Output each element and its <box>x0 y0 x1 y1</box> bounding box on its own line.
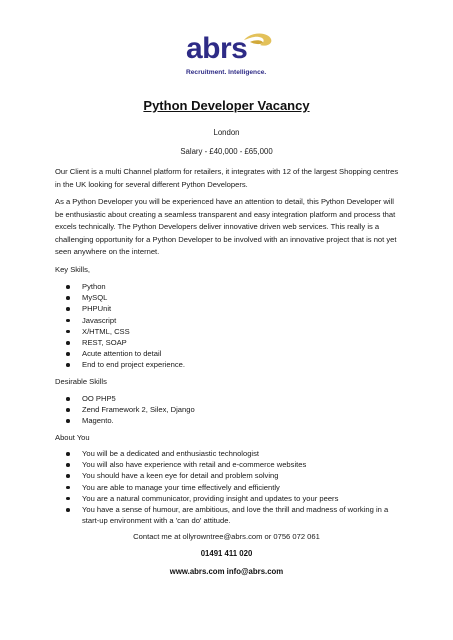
about-you-heading: About You <box>55 433 90 442</box>
list-item: REST, SOAP <box>55 337 400 348</box>
contact-phone: 01491 411 020 <box>200 549 253 558</box>
page-title: Python Developer Vacancy <box>143 98 310 113</box>
list-item: You have a sense of humour, are ambitious, and love the thrill and madness of working in a start-up environment with a 'can do' attitude. <box>55 504 400 526</box>
list-item: Zend Framework 2, Silex, Django <box>55 404 400 415</box>
list-item: MySQL <box>55 292 400 303</box>
job-salary: Salary - £40,000 - £65,000 <box>180 147 273 156</box>
logo-wordmark: abrs <box>186 32 248 65</box>
list-item: Javascript <box>55 315 400 326</box>
intro-paragraph: Our Client is a multi Channel platform for retailers, it integrates with 12 of the largest Shopping centres in the UK looking for several different Python Developers. <box>55 167 399 189</box>
list-item: You are able to manage your time effectively and efficiently <box>55 482 400 493</box>
description-paragraph: As a Python Developer you will be experienced have an attention to detail, this Python Developer will be enthusiastic about creating a seamless transparent and easy integration platform and process that excels technically. The Python Developers deliver innovative driven web services. This really is a challenging opportunity for a Python Developer to be involved with an innovative project that is not yet seen anywhere on the internet. <box>55 197 397 257</box>
list-item: End to end project experience. <box>55 359 400 370</box>
list-item: X/HTML, CSS <box>55 326 400 337</box>
contact-line: Contact me at ollyrowntree@abrs.com or 0756 072 061 <box>133 532 320 541</box>
contact-web: www.abrs.com info@abrs.com <box>169 567 284 576</box>
logo-tagline: Recruitment. Intelligence. <box>186 69 267 76</box>
key-skills-list <box>55 281 400 371</box>
list-item: Python <box>55 281 400 292</box>
job-location: London <box>213 128 240 137</box>
list-item: Magento. <box>55 415 400 426</box>
list-item: OO PHP5 <box>55 393 400 404</box>
list-item: PHPUnit <box>55 303 400 314</box>
about-you-list <box>55 448 400 526</box>
list-item: You should have a keen eye for detail and problem solving <box>55 470 400 481</box>
list-item: You will also have experience with retail and e-commerce websites <box>55 459 400 470</box>
desirable-skills-heading: Desirable Skills <box>55 377 107 386</box>
list-item: You are a natural communicator, providing insight and updates to your peers <box>55 493 400 504</box>
key-skills-heading: Key Skills, <box>55 265 91 274</box>
abrs-logo <box>186 30 276 80</box>
list-item: Acute attention to detail <box>55 348 400 359</box>
desirable-skills-list <box>55 393 400 427</box>
list-item: You will be a dedicated and enthusiastic technologist <box>55 448 400 459</box>
